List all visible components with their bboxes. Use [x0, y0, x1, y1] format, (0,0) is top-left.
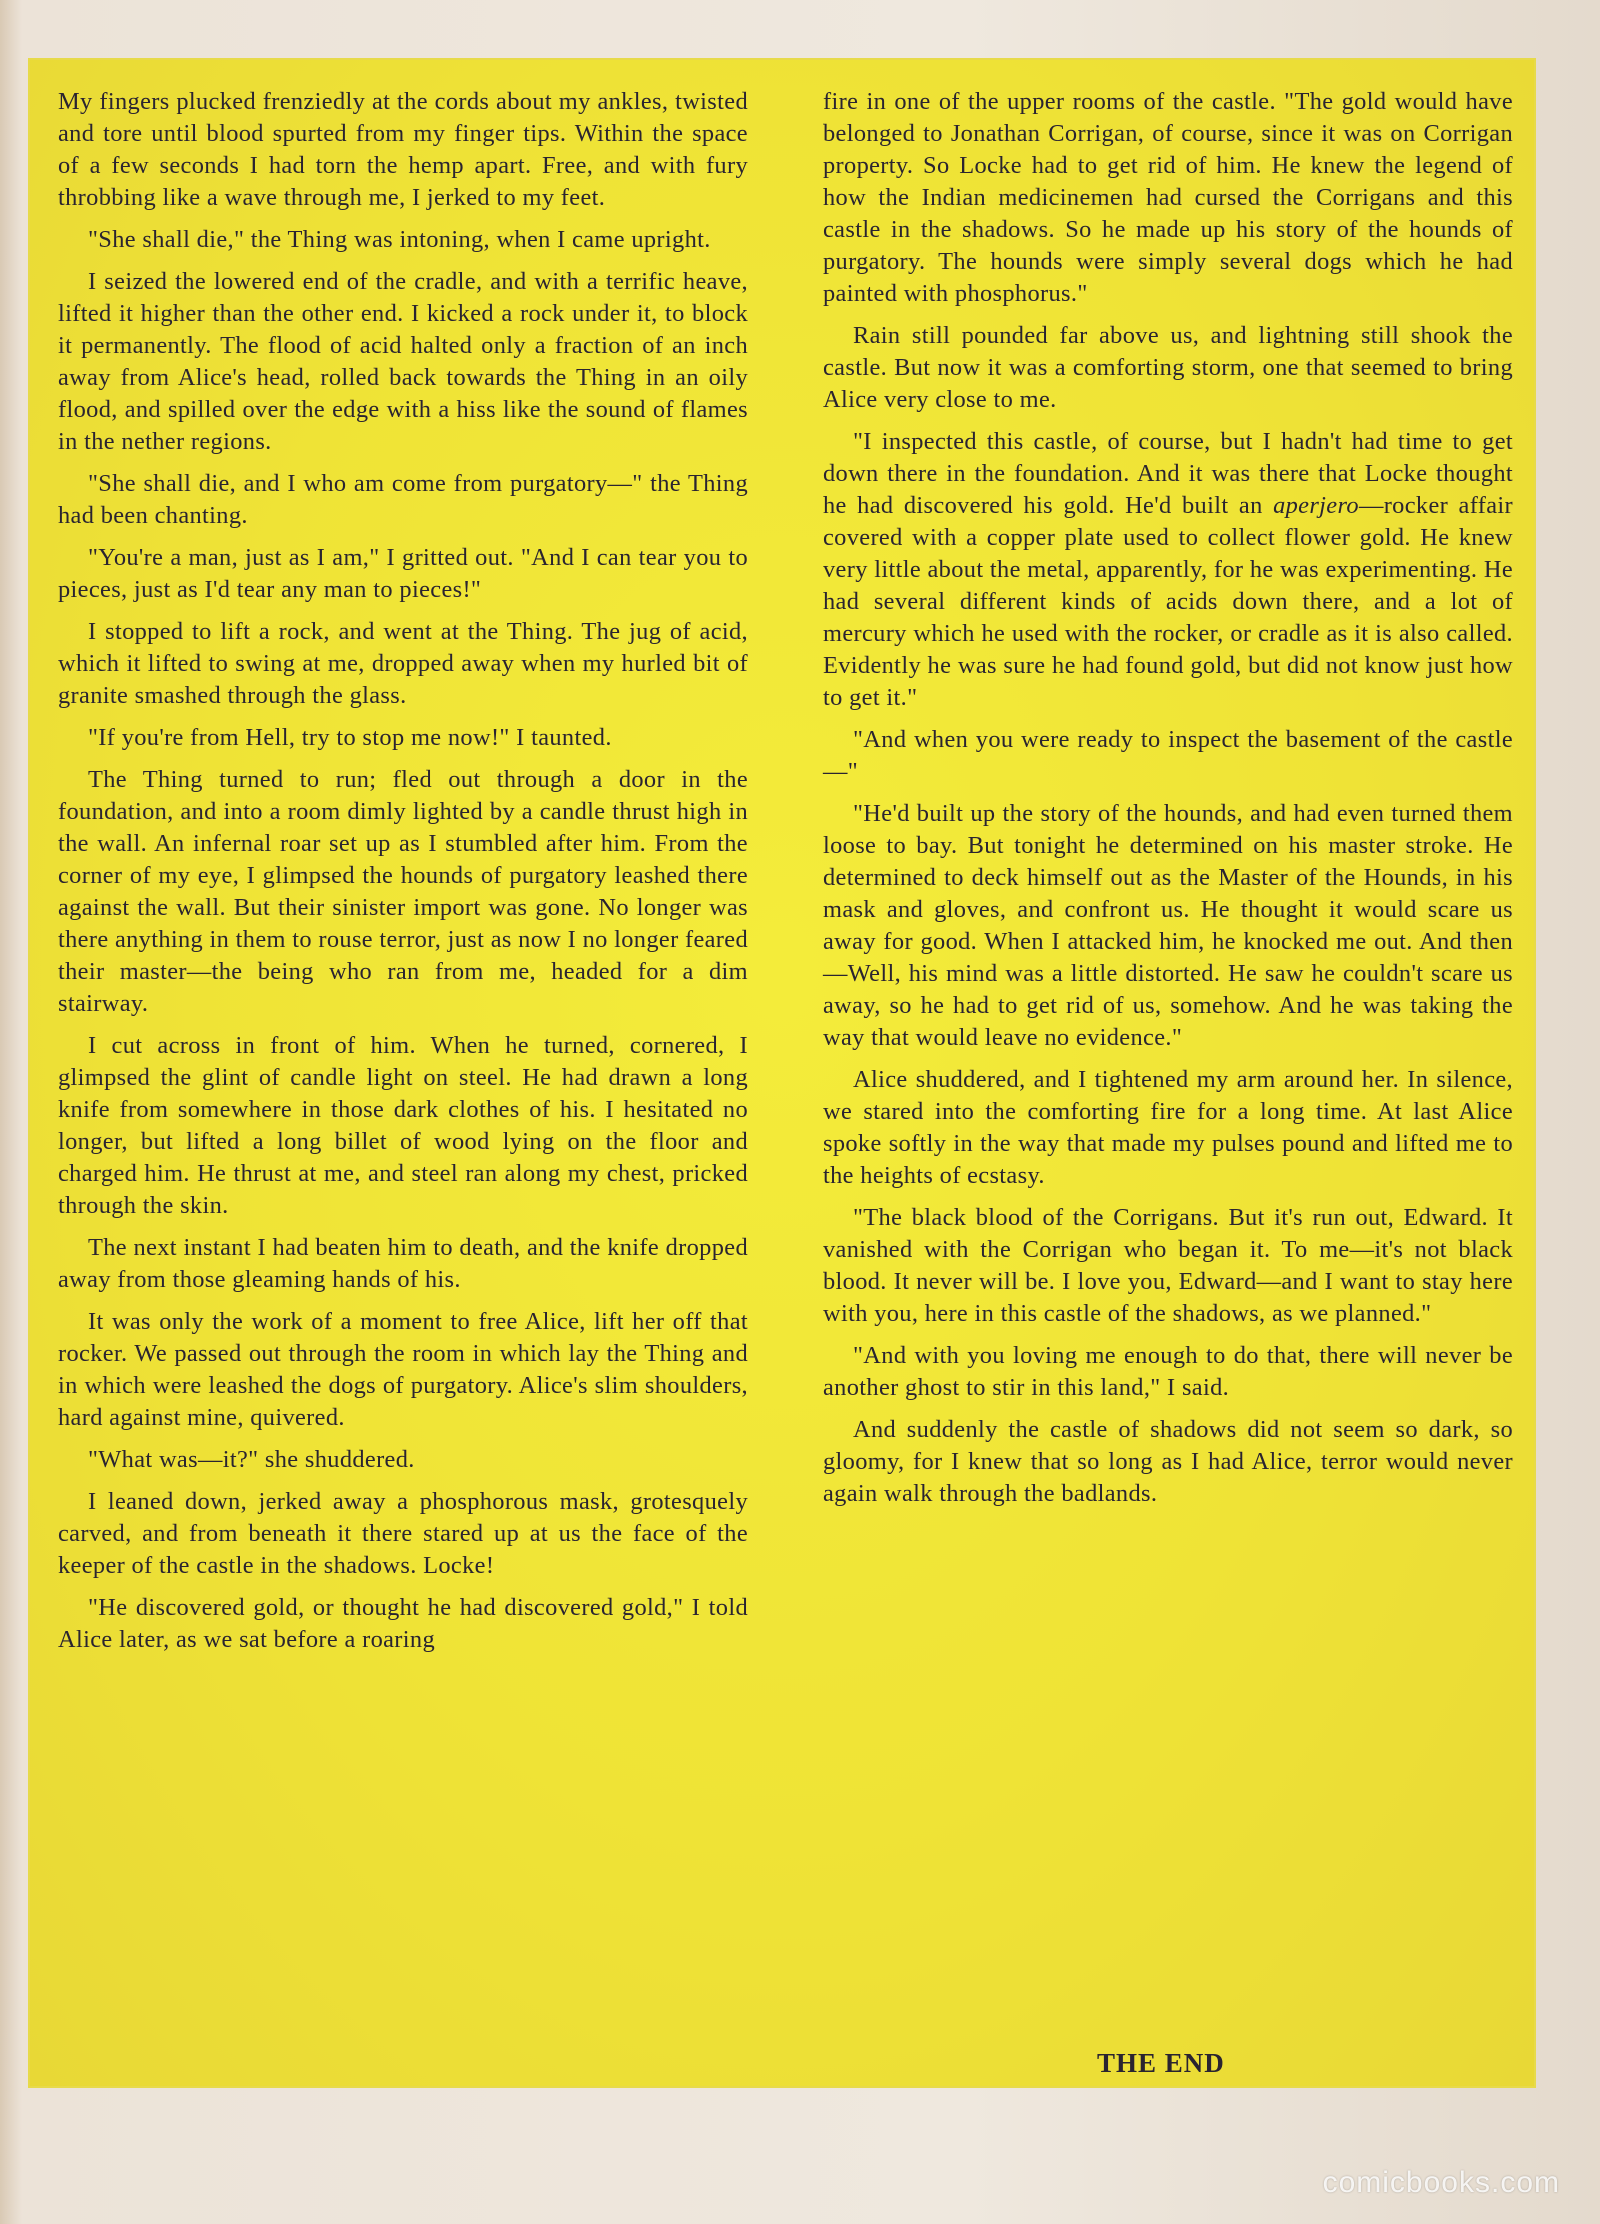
paragraph: I stopped to lift a rock, and went at the Thing. The jug of acid, which it lifted to swing at me, dropped away when my hurled bit of granite smashed through the glass. — [58, 618, 748, 709]
paragraph: "He'd built up the story of the hounds, and had even turned them loose to bay. But tonight he determined on his master stroke. He determined to deck himself out as the Master of the Hounds, in his mask and gloves, and confront us. He thought it would scare us away for good. When I attacked him, he knocked me out. And then—Well, his mind was a little distorted. He saw he couldn't scare us away, so he had to get rid of us, somehow. And he was taking the way that would leave no evidence." — [823, 800, 1513, 1051]
paragraph: Rain still pounded far above us, and lightning still shook the castle. But now it was a comforting storm, one that seemed to bring Alice very close to me. — [823, 322, 1513, 413]
right-column — [823, 86, 1513, 1520]
paragraph: I leaned down, jerked away a phosphorous mask, grotesquely carved, and from beneath it there stared up at us the face of the keeper of the castle in the shadows. Locke! — [58, 1488, 748, 1579]
italic-word: aperjero — [1273, 492, 1359, 519]
paragraph: "She shall die," the Thing was intoning, when I came upright. — [88, 226, 711, 253]
paragraph: "She shall die, and I who am come from purgatory—" the Thing had been chanting. — [58, 470, 748, 529]
paragraph: "If you're from Hell, try to stop me now!" I taunted. — [88, 724, 612, 751]
paragraph: Alice shuddered, and I tightened my arm around her. In silence, we stared into the comforting fire for a long time. At last Alice spoke softly in the way that made my pulses pound and lifted me to the heights of ecstasy. — [823, 1066, 1513, 1189]
left-column — [58, 86, 748, 1666]
paragraph: It was only the work of a moment to free Alice, lift her off that rocker. We passed out through the room in which lay the Thing and in which were leashed the dogs of purgatory. Alice's slim shoulders, hard against mine, quivered. — [58, 1308, 748, 1431]
paragraph-text: "I inspected this castle, of course, but I hadn't had time to get down there in the foundation. And it was there that Locke thought he had discovered his gold. He'd built an — [823, 428, 1513, 519]
paragraph: "The black blood of the Corrigans. But it's run out, Edward. It vanished with the Corrigan who began it. To me—it's not black blood. It never will be. I love you, Edward—and I want to stay here with you, here in this castle of the shadows, as we planned." — [823, 1204, 1513, 1327]
paragraph: "You're a man, just as I am," I gritted out. "And I can tear you to pieces, just as I'd tear any man to pieces!" — [58, 544, 748, 603]
paragraph — [823, 426, 1513, 714]
paragraph: "He discovered gold, or thought he had discovered gold," I told Alice later, as we sat before a roaring — [58, 1594, 748, 1653]
paragraph: "And when you were ready to inspect the basement of the castle—" — [823, 726, 1513, 785]
paragraph-text-continued: —rocker affair covered with a copper plate used to collect flower gold. He knew very little about the metal, apparently, for he was experimenting. He had several different kinds of acids down there, and a lot of mercury which he used with the rocker, or cradle as it is also called. Evidently he was sure he had found gold, but did not know just how to get it." — [823, 492, 1513, 711]
text-panel — [28, 58, 1536, 2088]
site-watermark: comicbooks.com — [1322, 2166, 1560, 2199]
paragraph: And suddenly the castle of shadows did not seem so dark, so gloomy, for I knew that so long as I had Alice, terror would never again walk through the badlands. — [823, 1416, 1513, 1507]
paragraph: fire in one of the upper rooms of the castle. "The gold would have belonged to Jonathan Corrigan, of course, since it was on Corrigan property. So Locke had to get rid of him. He knew the legend of how the Indian medicinemen had cursed the Corrigans and this castle in the shadows. So he made up his story of the hounds of purgatory. The hounds were simply several dogs which he had painted with phosphorus." — [823, 88, 1513, 307]
paragraph: My fingers plucked frenziedly at the cords about my ankles, twisted and tore until blood spurted from my finger tips. Within the space of a few seconds I had torn the hemp apart. Free, and with fury throbbing like a wave through me, I jerked to my feet. — [58, 88, 748, 211]
paragraph: I seized the lowered end of the cradle, and with a terrific heave, lifted it higher than the other end. I kicked a rock under it, to block it permanently. The flood of acid halted only a fraction of an inch away from Alice's head, rolled back towards the Thing in an oily flood, and spilled over the edge with a hiss like the sound of flames in the nether regions. — [58, 268, 748, 455]
the-end-label: THE END — [1097, 2048, 1225, 2078]
paragraph: The Thing turned to run; fled out through a door in the foundation, and into a room dimly lighted by a candle thrust high in the wall. An infernal roar set up as I stumbled after him. From the corner of my eye, I glimpsed the hounds of purgatory leashed there against the wall. But their sinister import was gone. No longer was there anything in them to rouse terror, just as now I no longer feared their master—the being who ran from me, headed for a dim stairway. — [58, 766, 749, 1017]
paragraph: The next instant I had beaten him to death, and the knife dropped away from those gleaming hands of his. — [58, 1234, 748, 1293]
paragraph: "And with you loving me enough to do that, there will never be another ghost to stir in this land," I said. — [823, 1342, 1513, 1401]
paragraph: "What was—it?" she shuddered. — [88, 1446, 415, 1473]
paragraph: I cut across in front of him. When he turned, cornered, I glimpsed the glint of candle light on steel. He had drawn a long knife from somewhere in those dark clothes of his. I hesitated no longer, but lifted a long billet of wood lying on the floor and charged him. He thrust at me, and steel ran along my chest, pricked through the skin. — [58, 1032, 748, 1219]
